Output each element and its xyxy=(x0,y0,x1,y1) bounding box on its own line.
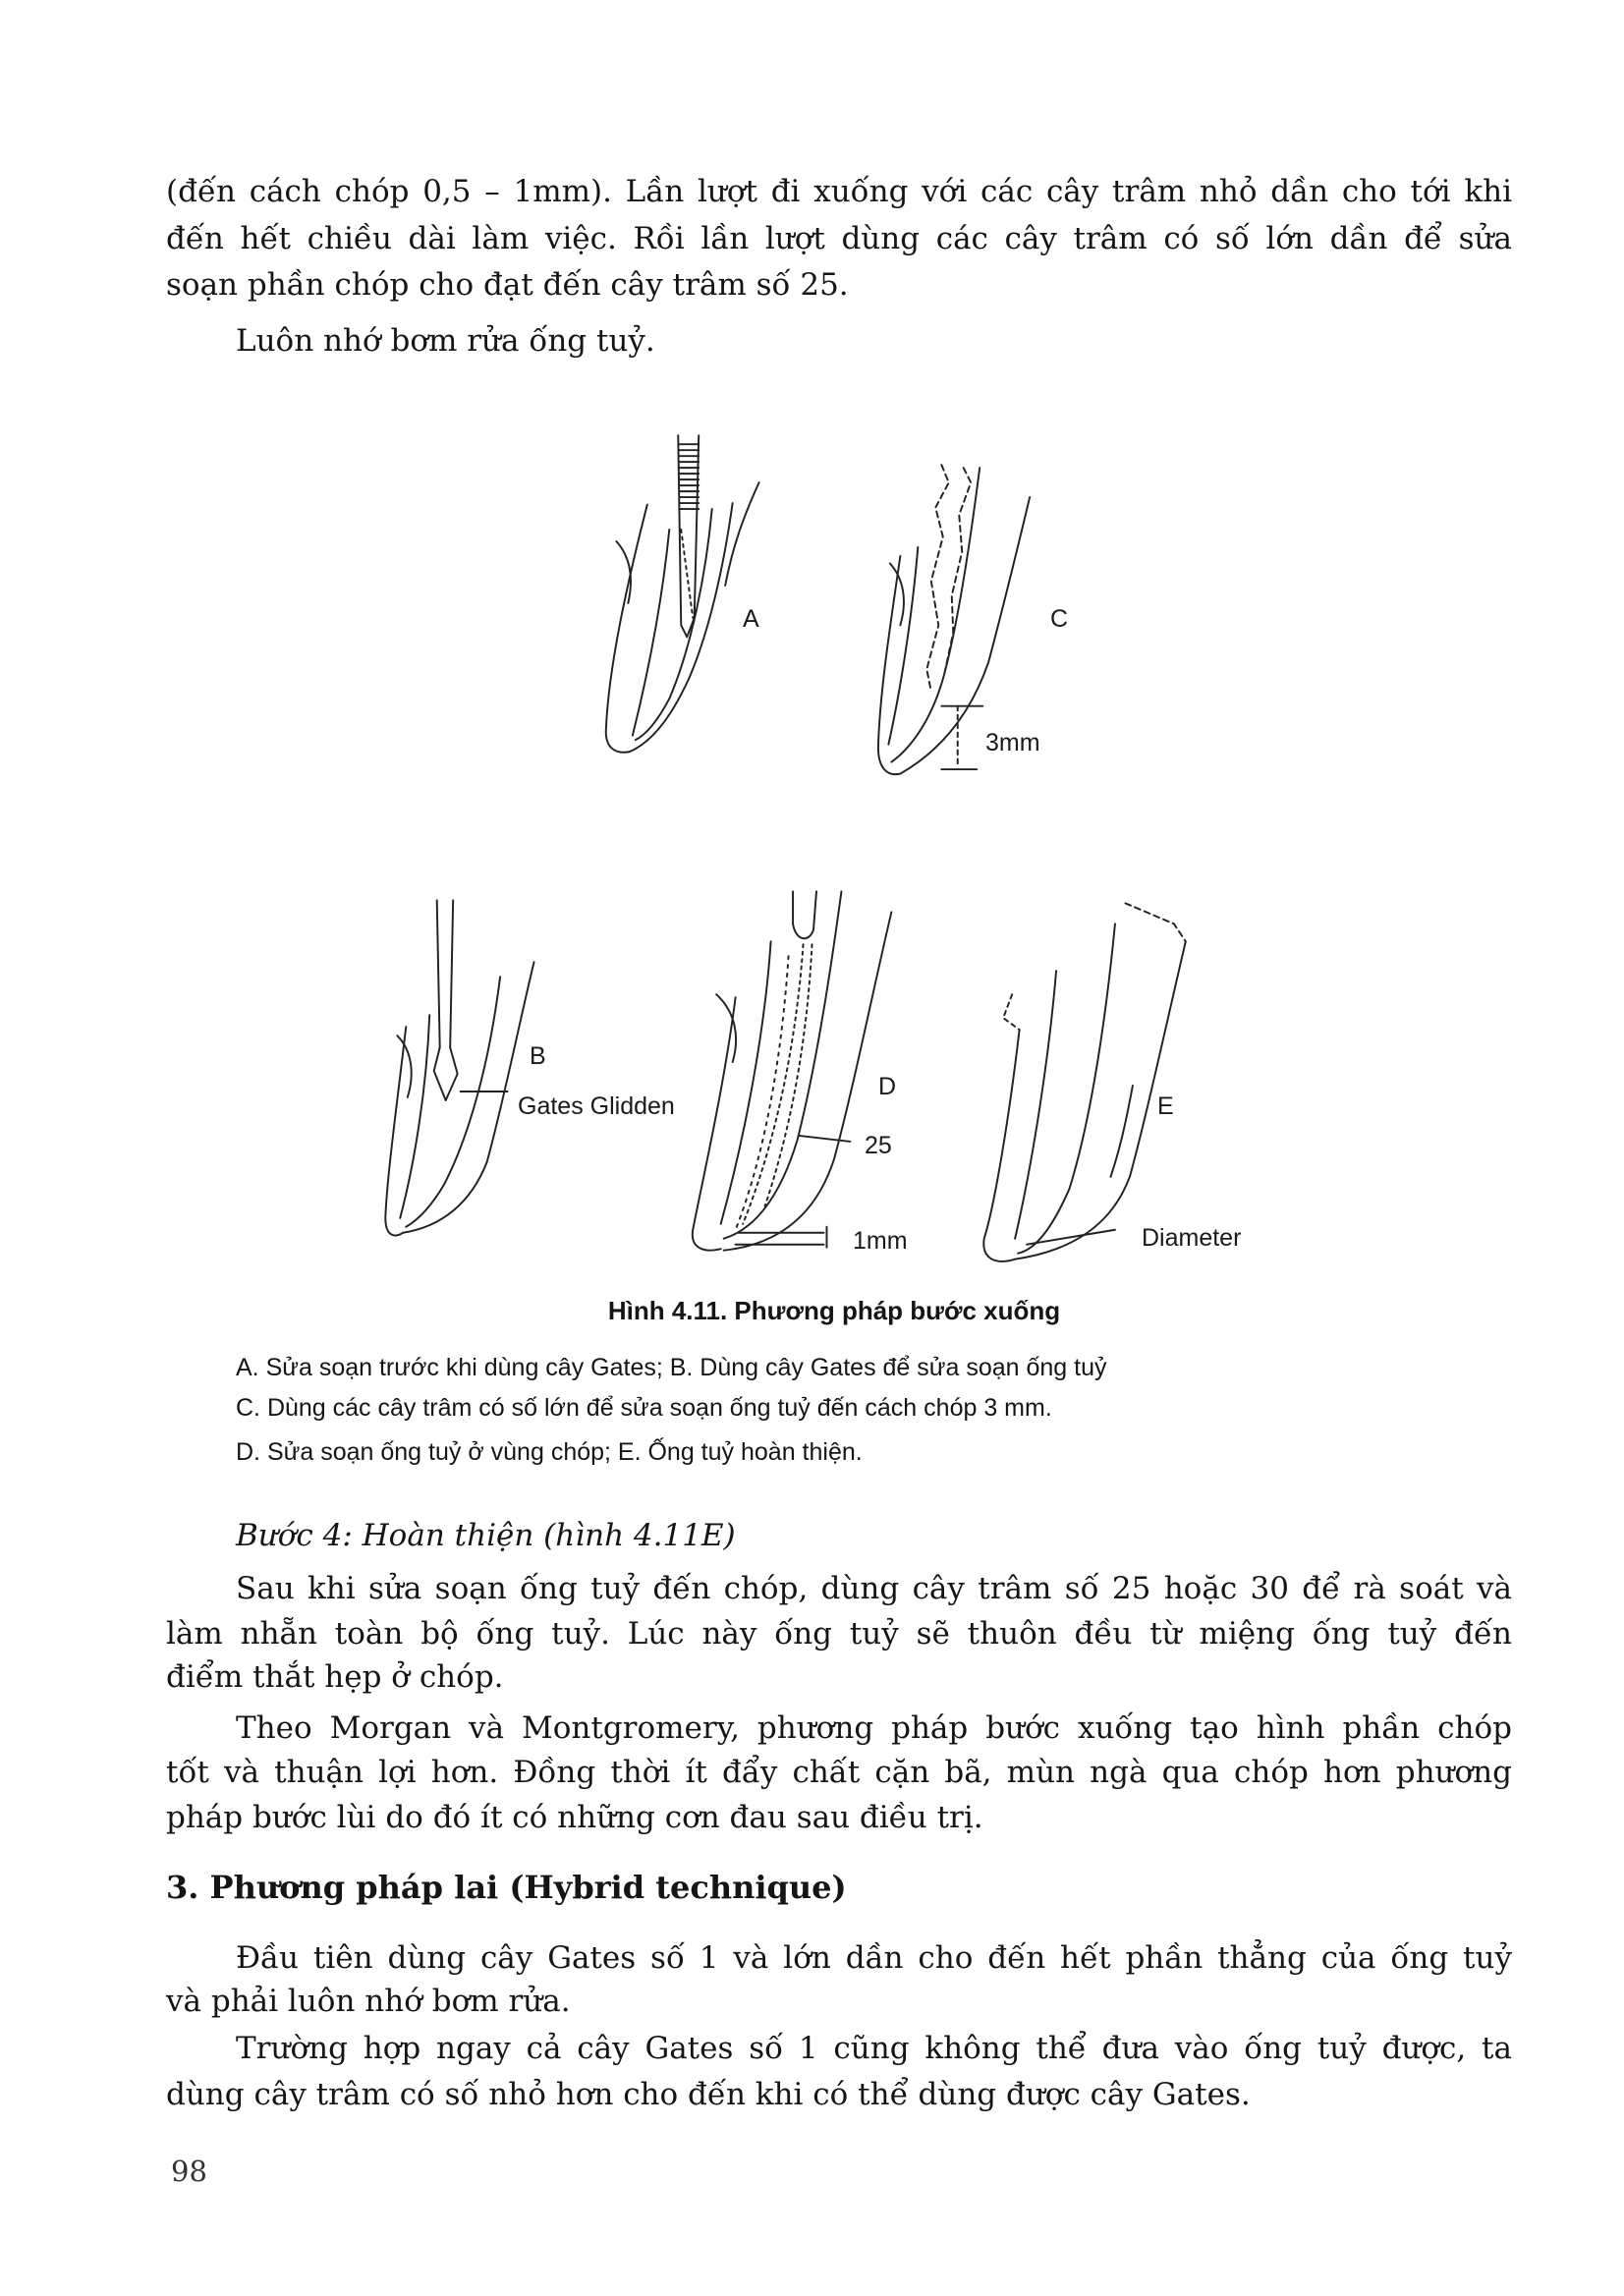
paragraph-line: làm nhẵn toàn bộ ống tuỷ. Lúc này ống tuỷ sẽ thuôn đều từ miệng ống tuỷ đến xyxy=(166,1616,1512,1652)
tooth-root-drawing-b xyxy=(385,900,533,1235)
paragraph-line: (đến cách chóp 0,5 – 1mm). Lần lượt đi xuống với các cây trâm nhỏ dần cho tới khi xyxy=(166,174,1512,209)
figure-label-b: B xyxy=(530,1042,546,1070)
figure-legend-line: A. Sửa soạn trước khi dùng cây Gates; B. Dùng cây Gates để sửa soạn ống tuỷ xyxy=(236,1354,1107,1381)
figure-legend-line: D. Sửa soạn ống tuỷ ở vùng chóp; E. Ống tuỷ hoàn thiện. xyxy=(236,1438,863,1466)
tooth-root-drawing-e xyxy=(983,903,1186,1261)
figure-label-c: C xyxy=(1050,605,1069,633)
figure-label-d: D xyxy=(878,1073,897,1100)
figure-legend-line: C. Dùng các cây trâm có số lớn để sửa soạn ống tuỷ đến cách chóp 3 mm. xyxy=(236,1394,1052,1422)
paragraph-line: Đầu tiên dùng cây Gates số 1 và lớn dần cho đến hết phần thẳng của ống tuỷ xyxy=(236,1940,1512,1976)
file-instrument-a xyxy=(678,435,699,637)
paragraph-line: pháp bước lùi do đó ít có những cơn đau sau điều trị. xyxy=(166,1800,983,1835)
paragraph-line: dùng cây trâm có số nhỏ hơn cho đến khi có thể dùng được cây Gates. xyxy=(166,2077,1251,2112)
paragraph-line: đến hết chiều dài làm việc. Rồi lần lượt dùng các cây trâm có số lớn dần để sửa xyxy=(166,221,1512,256)
figure-label-diameter: Diameter xyxy=(1142,1224,1242,1252)
figure-label-e: E xyxy=(1157,1092,1174,1120)
dimension-1mm-marker xyxy=(736,1227,827,1248)
step-heading: Bước 4: Hoàn thiện (hình 4.11E) xyxy=(236,1518,736,1553)
page-number: 98 xyxy=(171,2155,207,2188)
section-heading: 3. Phương pháp lai (Hybrid technique) xyxy=(166,1869,847,1906)
figure-label-1mm: 1mm xyxy=(853,1227,908,1255)
figure-label-3mm: 3mm xyxy=(985,729,1040,756)
paragraph-line: Luôn nhớ bơm rửa ống tuỷ. xyxy=(236,323,655,359)
figure-label-25: 25 xyxy=(865,1132,892,1159)
paragraph-line: điểm thắt hẹp ở chóp. xyxy=(166,1659,504,1695)
figure-label-a: A xyxy=(743,605,759,633)
paragraph-line: và phải luôn nhớ bơm rửa. xyxy=(166,1984,571,2019)
tooth-root-drawing-d xyxy=(693,891,892,1250)
paragraph-line: soạn phần chóp cho đạt đến cây trâm số 25. xyxy=(166,267,849,303)
paragraph-line: Trường hợp ngay cả cây Gates số 1 cũng không thể đưa vào ống tuỷ được, ta xyxy=(236,2031,1512,2066)
paragraph-line: tốt và thuận lợi hơn. Đồng thời ít đẩy chất cặn bã, mùn ngà qua chóp hơn phương xyxy=(166,1755,1512,1790)
figure-label-gates-glidden: Gates Glidden xyxy=(518,1092,675,1120)
paragraph-line: Theo Morgan và Montgromery, phương pháp bước xuống tạo hình phần chóp xyxy=(236,1710,1512,1746)
tooth-root-drawing-a xyxy=(606,435,759,753)
figure-caption: Hình 4.11. Phương pháp bước xuống xyxy=(607,1296,1061,1325)
paragraph-line: Sau khi sửa soạn ống tuỷ đến chóp, dùng cây trâm số 25 hoặc 30 để rà soát và xyxy=(236,1571,1512,1606)
